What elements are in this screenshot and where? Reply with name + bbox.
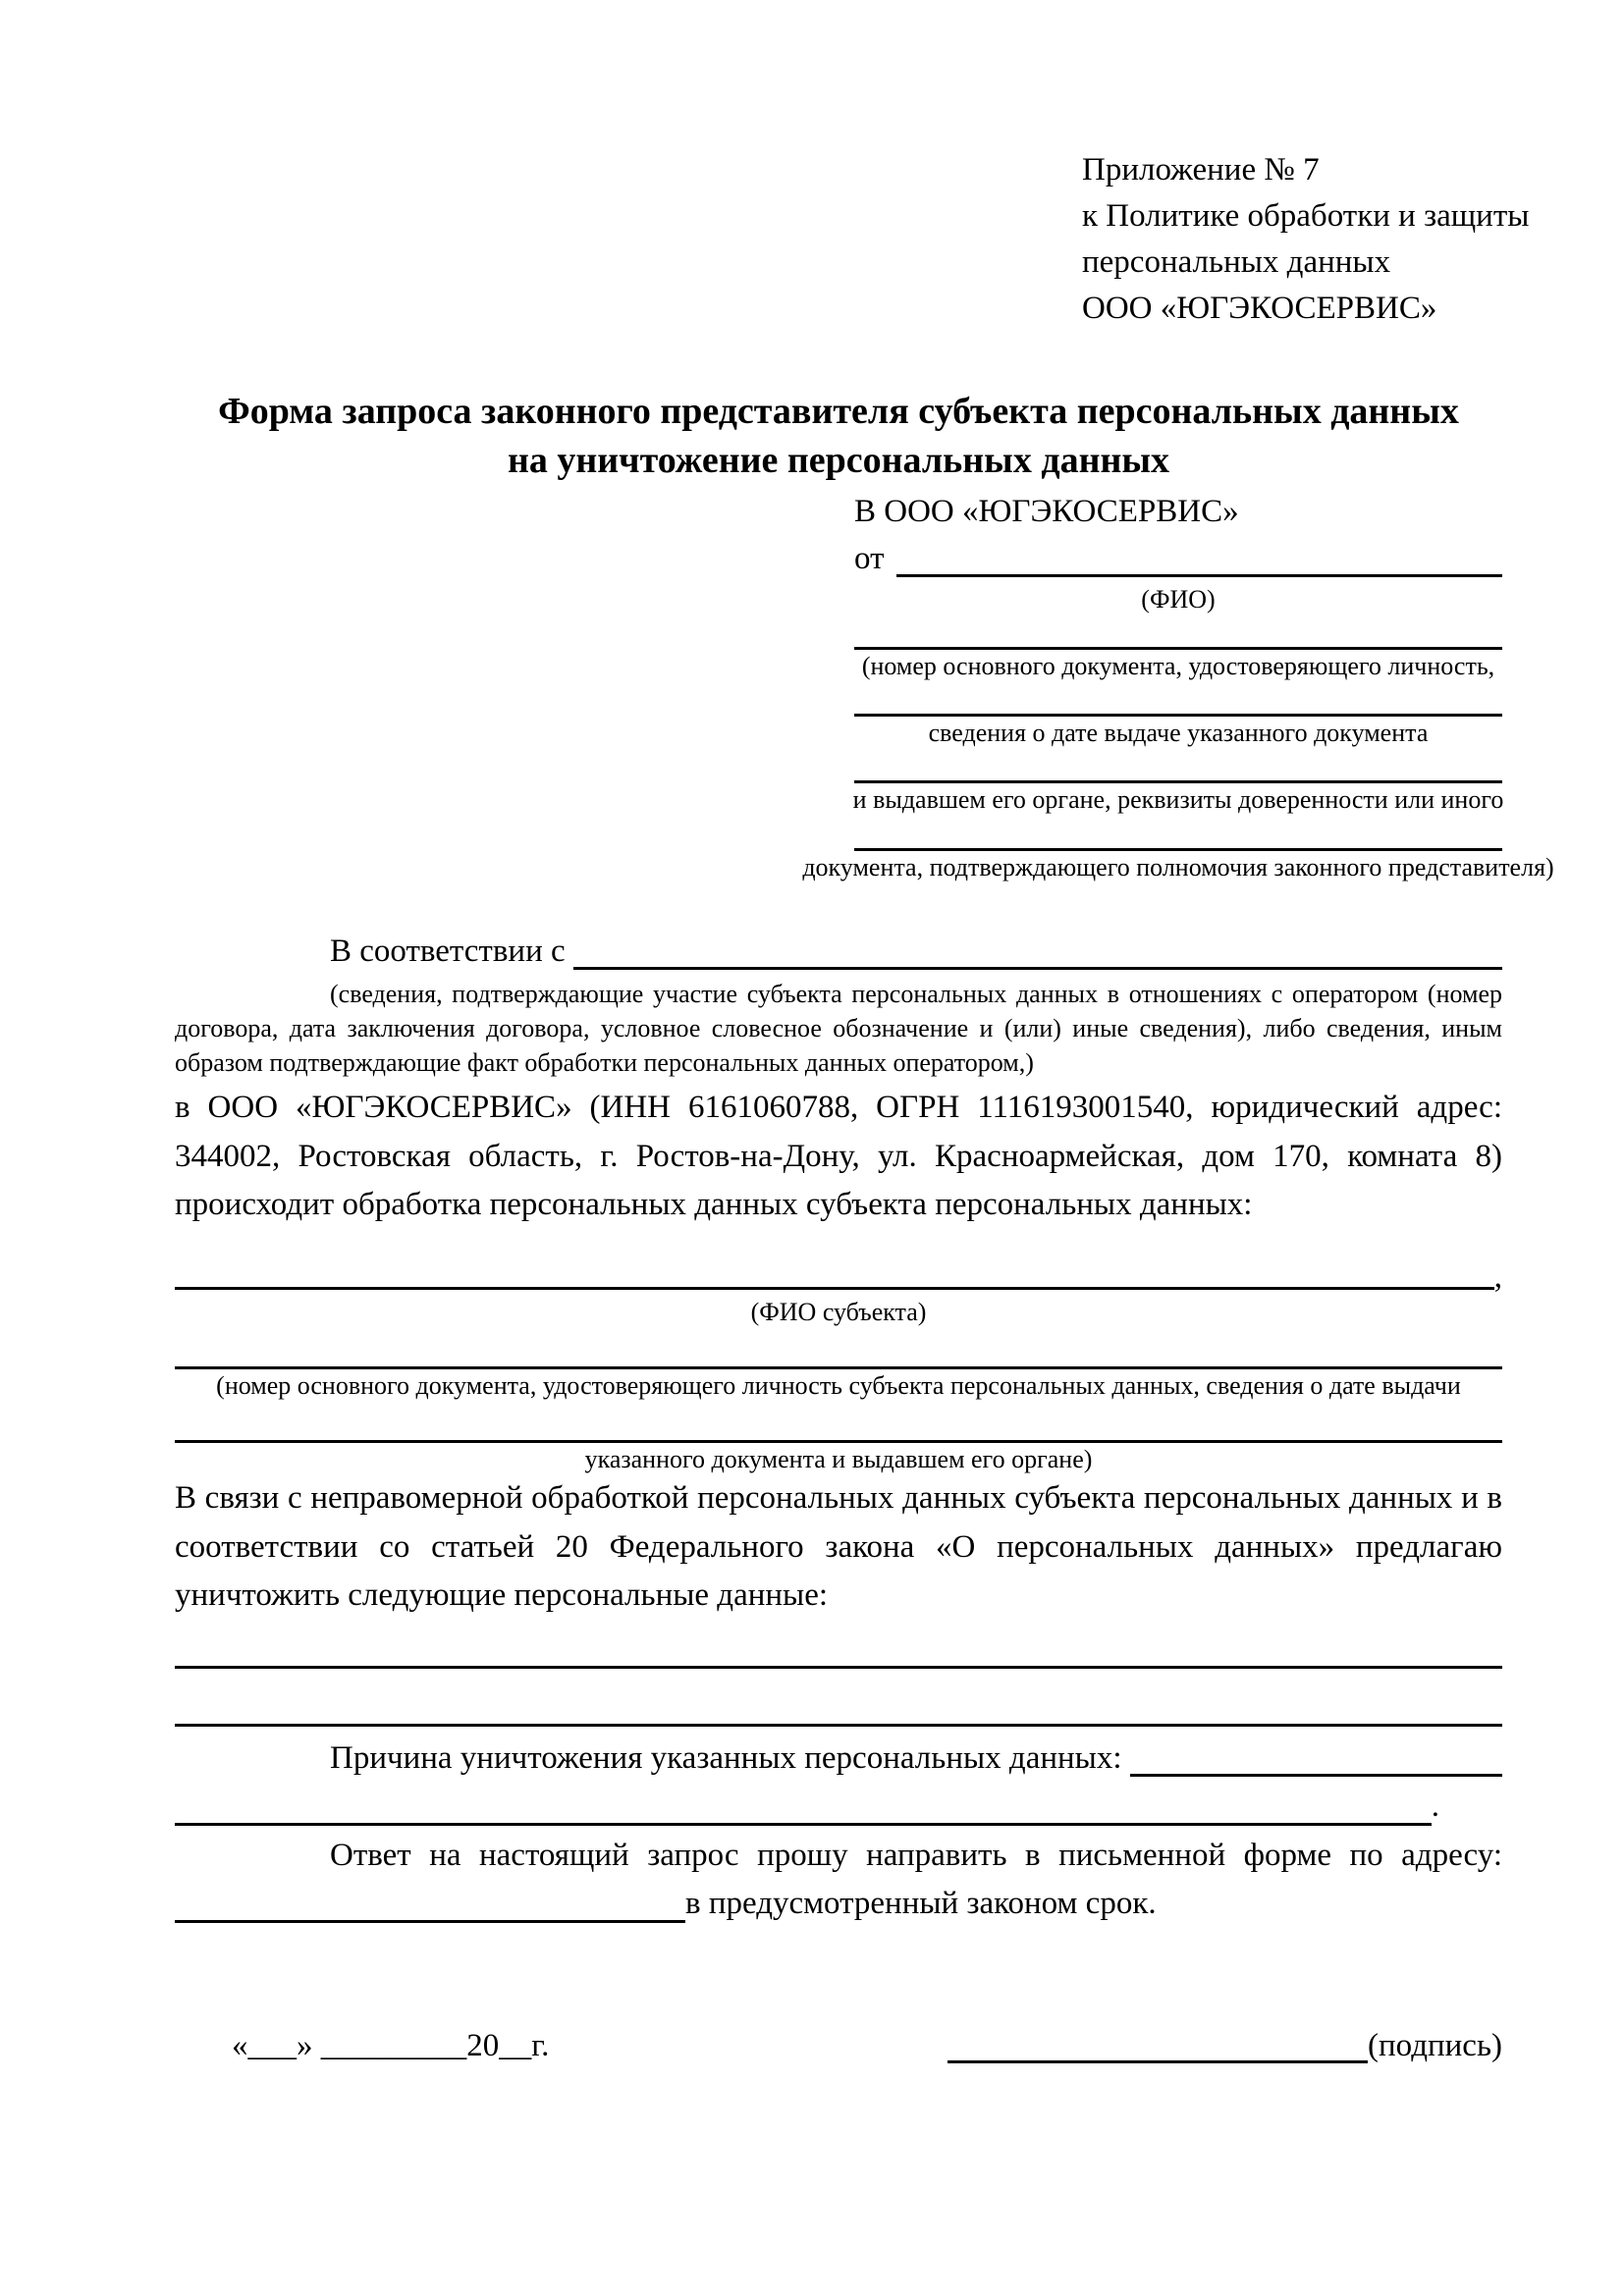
fio-caption: (ФИО)	[1141, 584, 1216, 614]
demand-paragraph: В связи с неправомерной обработкой персональных данных субъекта персональных данных и в соответствии со статьей 20 Федерального закона «О персональных данных» предлагаю уничтожить следующие персональные данные:	[175, 1480, 1502, 1614]
fill-in-blank-line	[175, 1666, 1502, 1669]
doc-line-group	[854, 647, 1502, 681]
doc-line-group	[854, 780, 1502, 815]
annex-header-line: ООО «ЮГЭКОСЕРВИС»	[1082, 290, 1437, 326]
fill-in-blank-line	[175, 1366, 1502, 1369]
field-caption: (номер основного документа, удостоверяющего личность,	[861, 652, 1495, 681]
fill-in-blank-line	[175, 1920, 685, 1923]
document-title-line1: Форма запроса законного представителя субъекта персональных данных	[218, 391, 1459, 433]
signature-blank-line	[947, 2060, 1368, 2063]
subject-fio-row	[175, 1259, 1502, 1296]
doc-line-group	[175, 1366, 1502, 1401]
accordance-caption: (сведения, подтверждающие участие субъекта персональных данных в отношениях с оператором (номер договора, дата заключения договора, условное словесное обозначение и (или) иные сведения), либо сведения, иным образом подтверждающие факт обработки персональных данных оператором,)	[175, 980, 1502, 1077]
field-caption: документа, подтверждающего полномочия законного представителя)	[802, 852, 1554, 881]
document-title-line2: на уничтожение персональных данных	[507, 439, 1170, 481]
doc-line-group	[802, 848, 1554, 882]
field-caption: сведения о дате выдаче указанного документа	[928, 719, 1429, 748]
fill-in-blank-line	[175, 1287, 1494, 1290]
addressee-block	[802, 489, 1554, 882]
fill-in-blank-line	[175, 1724, 1502, 1727]
from-row	[854, 536, 1502, 583]
document-title	[175, 388, 1502, 485]
accordance-row	[175, 928, 1502, 977]
fill-in-blank-line	[175, 1823, 1432, 1826]
addressee-organization: В ООО «ЮГЭКОСЕРВИС»	[854, 494, 1239, 530]
annex-header	[1082, 147, 1530, 331]
reason-row	[175, 1735, 1502, 1784]
field-caption: и выдавшем его органе, реквизиты доверенности или иного	[852, 785, 1504, 815]
fill-in-blank-line	[573, 967, 1502, 970]
annex-header-line: к Политике обработки и защиты	[1082, 197, 1530, 234]
field-caption: указанного документа и выдавшем его органе)	[584, 1444, 1093, 1473]
operator-paragraph: в ООО «ЮГЭКОСЕРВИС» (ИНН 6161060788, ОГРН 1116193001540, юридический адрес: 344002, Ростовская область, г. Ростов-на-Дону, ул. Красноармейская, дом 170, комната 8) происходит обработка персональных данных субъекта персональных данных:	[175, 1090, 1502, 1223]
fill-in-blank-line	[896, 574, 1503, 577]
answer-paragraph: Ответ на настоящий запрос прошу направить в письменной форме по адресу:	[330, 1837, 1502, 1873]
doc-line-group	[175, 1440, 1502, 1474]
annex-header-line: персональных данных	[1082, 243, 1391, 280]
answer-suffix: в предусмотренный законом срок.	[685, 1886, 1157, 1922]
date-signature-row	[175, 2023, 1502, 2070]
fill-in-blank-line	[1130, 1774, 1502, 1777]
answer-address-row	[175, 1880, 1502, 1929]
subject-line-comma: ,	[1493, 1258, 1502, 1295]
annex-header-line: Приложение № 7	[1082, 152, 1320, 187]
fill-in-blank-line	[854, 714, 1502, 717]
fill-in-blank-line	[854, 647, 1502, 650]
fill-in-blank-line	[854, 848, 1502, 851]
reason-line-period: .	[1431, 1789, 1439, 1825]
fill-in-blank-line	[854, 780, 1502, 783]
date-blank: «___» _________20__г.	[232, 2027, 550, 2063]
from-label: от	[854, 541, 885, 577]
accordance-label: В соответствии с	[330, 933, 566, 969]
reason-label: Причина уничтожения указанных персональных данных:	[330, 1739, 1122, 1776]
reason-line-row	[175, 1783, 1502, 1832]
subject-fio-caption: (ФИО субъекта)	[750, 1297, 927, 1326]
field-caption: (номер основного документа, удостоверяющего личность субъекта персональных данных, сведения о дате выдачи	[216, 1370, 1461, 1400]
doc-line-group	[854, 714, 1502, 748]
signature-caption: (подпись)	[1368, 2027, 1502, 2063]
fill-in-blank-line	[175, 1440, 1502, 1443]
